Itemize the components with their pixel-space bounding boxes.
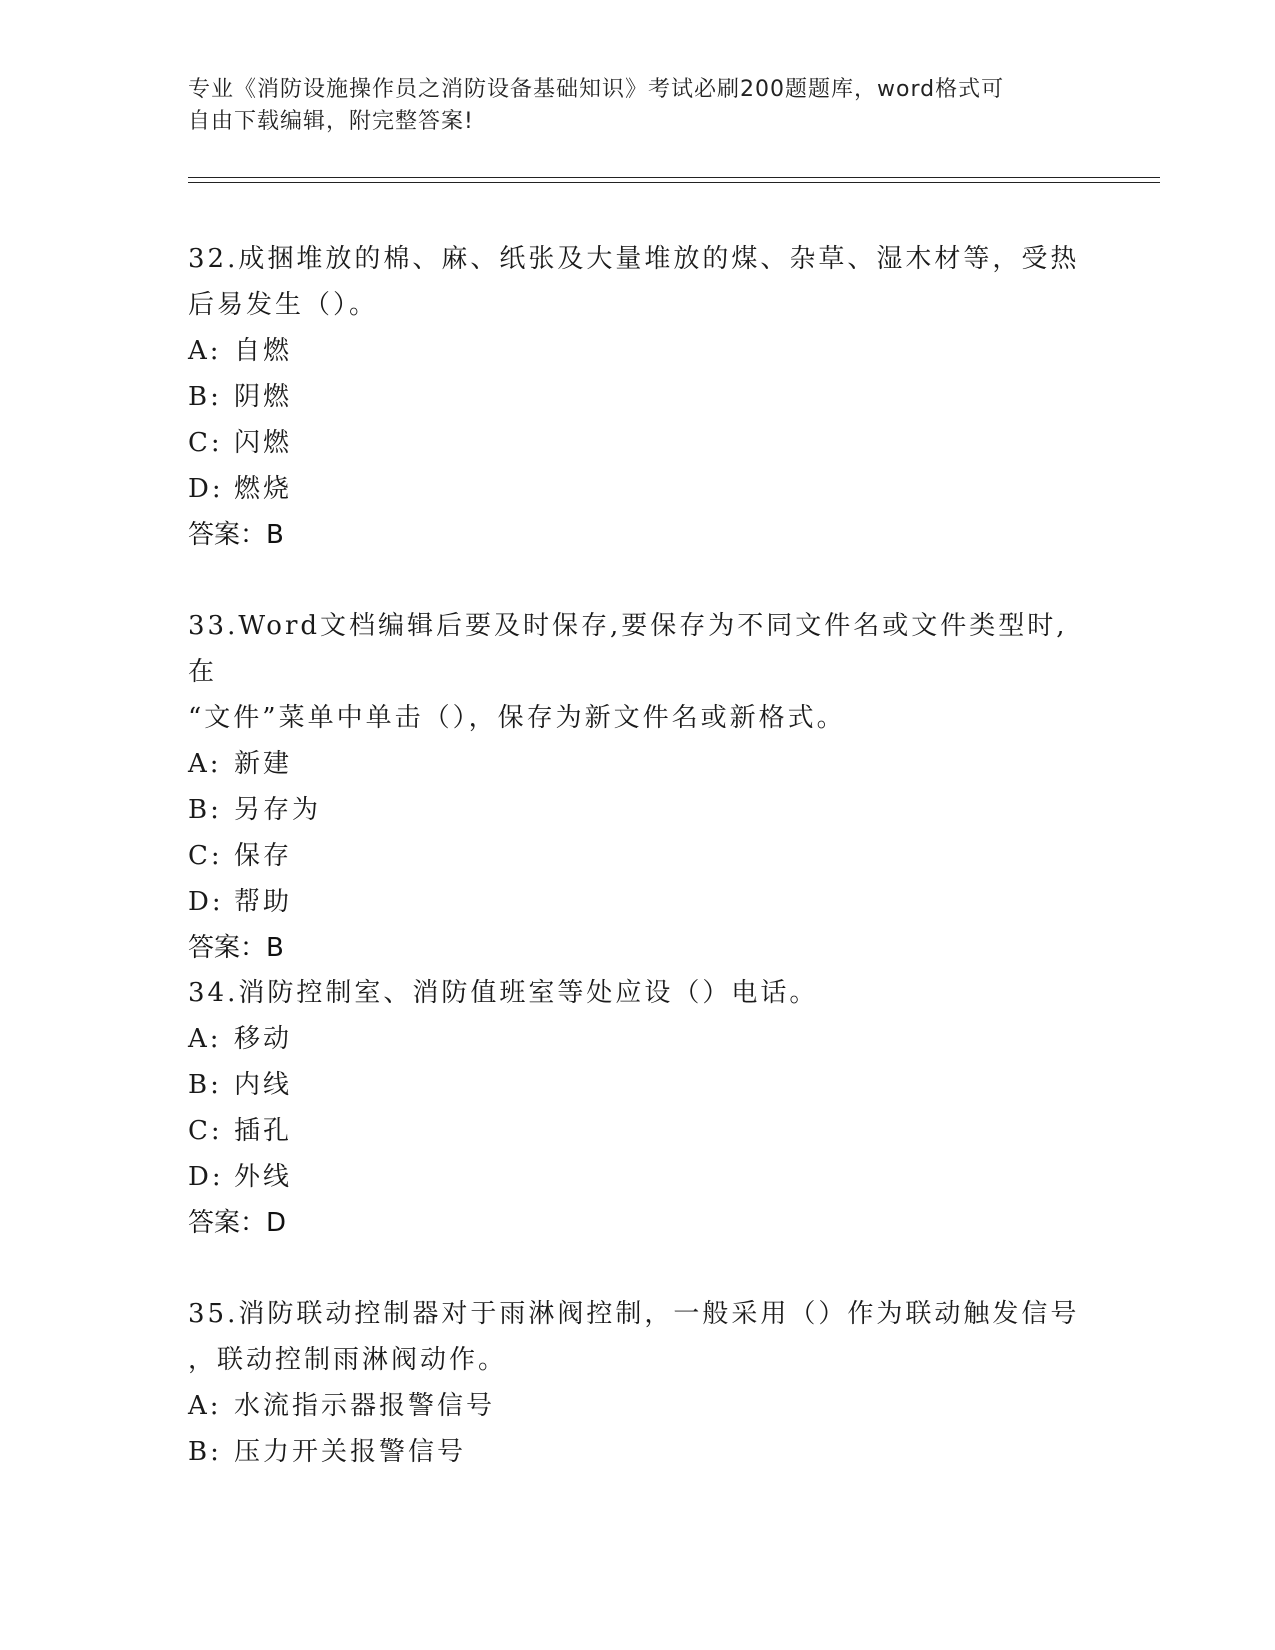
option-letter: D: [188, 887, 224, 917]
option-letter: B: [188, 382, 222, 412]
option-letter: D: [188, 1162, 224, 1192]
option-text: 内线 [234, 1070, 293, 1100]
option-letter: A: [188, 749, 222, 779]
header-line-1: 专业《消防设施操作员之消防设备基础知识》考试必刷200题题库，word格式可 [188, 77, 1005, 102]
option-letter: C: [188, 1116, 223, 1146]
option-text: 外线 [234, 1162, 293, 1192]
option-d [188, 879, 1088, 925]
answer-line: 答案：B [188, 933, 284, 963]
option-b [188, 787, 1088, 833]
document-header [188, 74, 1068, 138]
option-text: 移动 [234, 1024, 293, 1054]
option-letter: B: [188, 1070, 222, 1100]
question-32 [188, 236, 1088, 558]
question-stem-line: 33.Word文档编辑后要及时保存,要保存为不同文件名或文件类型时,在 [188, 611, 1068, 687]
option-b [188, 1429, 1088, 1475]
answer-line: 答案：B [188, 520, 284, 550]
header-line-2: 自由下载编辑，附完整答案! [188, 109, 474, 134]
question-stem-line: 35.消防联动控制器对于雨淋阀控制，一般采用（）作为联动触发信号 [188, 1299, 1080, 1329]
question-stem-line: “文件”菜单中单击（），保存为新文件名或新格式。 [188, 703, 846, 733]
option-c [188, 1108, 1088, 1154]
answer-line: 答案：D [188, 1208, 287, 1238]
option-a [188, 741, 1088, 787]
question-33 [188, 603, 1088, 971]
option-text: 另存为 [234, 795, 322, 825]
option-d [188, 466, 1088, 512]
option-letter: A: [188, 1024, 222, 1054]
option-b [188, 374, 1088, 420]
option-text: 自燃 [234, 336, 293, 366]
option-d [188, 1154, 1088, 1200]
option-text: 燃烧 [234, 474, 293, 504]
option-letter: A: [188, 1391, 222, 1421]
header-divider-top [188, 177, 1160, 178]
question-stem-line: 32.成捆堆放的棉、麻、纸张及大量堆放的煤、杂草、湿木材等，受热 [188, 244, 1080, 274]
option-text: 压力开关报警信号 [234, 1437, 467, 1467]
question-stem-line: ，联动控制雨淋阀动作。 [188, 1345, 508, 1375]
option-text: 阴燃 [234, 382, 293, 412]
option-c [188, 420, 1088, 466]
option-letter: A: [188, 336, 222, 366]
question-34 [188, 970, 1088, 1246]
question-stem-line: 后易发生（）。 [188, 290, 379, 320]
option-letter: D: [188, 474, 224, 504]
question-35 [188, 1291, 1088, 1475]
option-text: 保存 [234, 841, 293, 871]
option-text: 插孔 [234, 1116, 293, 1146]
option-text: 帮助 [234, 887, 293, 917]
question-stem-line: 34.消防控制室、消防值班室等处应设（）电话。 [188, 978, 819, 1008]
option-a [188, 328, 1088, 374]
option-text: 闪燃 [234, 428, 293, 458]
option-text: 新建 [234, 749, 293, 779]
option-b [188, 1062, 1088, 1108]
option-letter: B: [188, 1437, 222, 1467]
header-divider-bottom [188, 182, 1160, 183]
option-text: 水流指示器报警信号 [234, 1391, 496, 1421]
option-letter: C: [188, 428, 223, 458]
option-a [188, 1016, 1088, 1062]
option-a [188, 1383, 1088, 1429]
option-letter: B: [188, 795, 222, 825]
option-letter: C: [188, 841, 223, 871]
option-c [188, 833, 1088, 879]
